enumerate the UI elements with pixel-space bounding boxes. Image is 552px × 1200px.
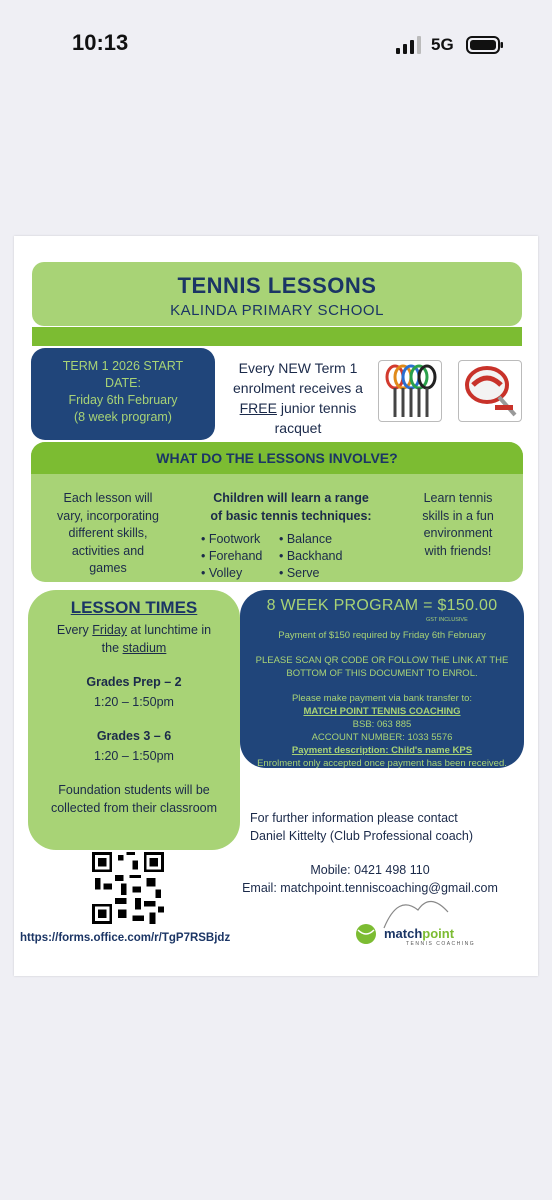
- flyer-title: TENNIS LESSONS: [177, 273, 377, 298]
- times-line: [28, 640, 240, 658]
- bsb-text: BSB: 063 885: [352, 719, 412, 730]
- contact-mobile: Mobile: 0421 498 110: [310, 863, 430, 877]
- free-word: FREE: [239, 400, 277, 416]
- offer-line: enrolment receives a: [233, 380, 363, 396]
- enrolment-note: Enrolment only accepted once payment has been received.: [257, 758, 507, 769]
- flyer-document: [14, 236, 538, 976]
- signal-icon: [396, 36, 422, 54]
- header-divider: [32, 327, 522, 346]
- account-number: ACCOUNT NUMBER: 1033 5576: [311, 732, 453, 743]
- lesson-times-title: LESSON TIMES: [70, 598, 198, 617]
- times-note: Foundation students will be: [58, 783, 210, 797]
- logo-subtitle: TENNIS COACHING: [406, 941, 476, 947]
- enrolment-link[interactable]: https://forms.office.com/r/TgP7RSBjdz: [20, 932, 231, 944]
- gst-label: GST INCLUSIVE: [426, 617, 468, 623]
- logo-word: match: [384, 926, 423, 941]
- times-text: the: [101, 640, 120, 655]
- free-racquet-offer: [224, 358, 372, 438]
- contact-line: For further information please contact: [250, 811, 458, 825]
- term-line: TERM 1 2026 START: [62, 359, 184, 373]
- text-line: games: [89, 561, 127, 575]
- scan-text: BOTTOM OF THIS DOCUMENT TO ENROL.: [286, 668, 478, 679]
- skill-item: • Forehand: [201, 549, 263, 563]
- times-note: collected from their classroom: [50, 800, 218, 815]
- network-label: 5G: [431, 35, 454, 54]
- offer-text: junior tennis: [280, 400, 357, 416]
- times-time: 1:20 – 1:50pm: [94, 694, 174, 709]
- times-day: Friday: [92, 623, 128, 637]
- times-line: [28, 622, 240, 640]
- offer-line: Every NEW Term 1: [238, 360, 358, 376]
- contact-info: [250, 810, 473, 845]
- times-group: Grades 3 – 6: [96, 729, 172, 743]
- skill-item: • Volley: [201, 566, 243, 580]
- battery-icon: [466, 36, 504, 54]
- racquet-image: [458, 360, 522, 422]
- program-price-box: [240, 590, 524, 768]
- times-text: Every: [56, 623, 89, 637]
- text-line: with friends!: [424, 543, 492, 558]
- racquets-image: [378, 360, 442, 422]
- involve-heading: WHAT DO THE LESSONS INVOLVE?: [31, 442, 523, 474]
- term-line: Friday 6th February: [68, 393, 178, 407]
- skills-lead: of basic tennis techniques:: [210, 508, 372, 523]
- payment-description: Payment description: Child's name KPS: [291, 745, 473, 756]
- program-title: 8 WEEK PROGRAM = $150.00: [266, 597, 498, 614]
- contact-details: [235, 862, 505, 897]
- lessons-involve-section: [31, 442, 523, 582]
- skill-item: • Footwork: [201, 532, 261, 546]
- term-start-box: [31, 348, 215, 440]
- text-line: vary, incorporating: [57, 508, 159, 523]
- text-line: activities and: [71, 543, 145, 558]
- skill-item: • Serve: [279, 566, 320, 580]
- text-line: skills in a fun: [422, 508, 494, 523]
- text-line: different skills,: [68, 526, 148, 540]
- status-time: 10:13: [72, 30, 129, 55]
- text-line: environment: [423, 526, 493, 540]
- offer-line: racquet: [274, 420, 322, 436]
- skills-lead: Children will learn a range: [213, 491, 369, 505]
- involve-column-fun: [403, 490, 513, 560]
- status-bar: [0, 0, 552, 90]
- logo-wordmark: [384, 926, 454, 941]
- account-name: MATCH POINT TENNIS COACHING: [303, 706, 461, 717]
- flyer-header: [32, 262, 522, 326]
- qr-code-icon[interactable]: [92, 852, 164, 924]
- skill-item: • Backhand: [279, 549, 343, 563]
- contact-email[interactable]: Email: matchpoint.tenniscoaching@gmail.com: [242, 880, 498, 895]
- involve-column-skills: [201, 490, 381, 591]
- times-text: at lunchtime in: [130, 623, 212, 637]
- scan-text: PLEASE SCAN QR CODE OR FOLLOW THE LINK AT THE: [255, 655, 509, 666]
- involve-column-variety: [43, 490, 173, 578]
- lesson-times-box: [28, 590, 240, 850]
- payment-text: Payment of $150 required by Friday 6th February: [278, 630, 486, 641]
- times-group: Grades Prep – 2: [86, 675, 182, 689]
- logo-word: point: [422, 926, 455, 941]
- text-line: Each lesson will: [63, 491, 153, 505]
- times-time: 1:20 – 1:50pm: [94, 748, 174, 763]
- contact-line: Daniel Kittelty (Club Professional coach): [250, 828, 474, 843]
- text-line: Learn tennis: [423, 491, 493, 505]
- term-line: (8 week program): [74, 410, 172, 424]
- transfer-text: Please make payment via bank transfer to:: [291, 693, 473, 704]
- skill-item: • Balance: [279, 532, 333, 546]
- times-location: stadium: [122, 640, 167, 655]
- flyer-subtitle: KALINDA PRIMARY SCHOOL: [170, 302, 384, 319]
- term-line: DATE:: [105, 376, 141, 390]
- skills-list: [201, 531, 381, 591]
- offer-line: [224, 398, 372, 418]
